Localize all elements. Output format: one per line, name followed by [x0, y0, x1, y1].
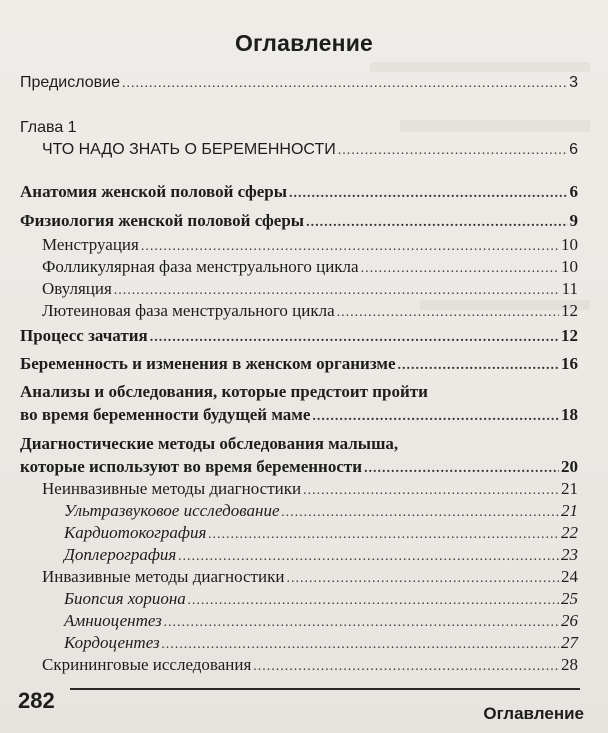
running-title: Оглавление	[483, 704, 584, 723]
toc-entry-label: Скрининговые исследования	[42, 655, 252, 674]
toc-entry-label: Биопсия хориона	[64, 589, 186, 608]
toc-entry	[42, 257, 578, 277]
leader-dots	[289, 186, 567, 202]
toc-entry	[64, 611, 578, 631]
toc-entry-label-line1: Диагностические методы обследования малыша,	[20, 434, 399, 453]
toc-entry-label: Процесс зачатия	[20, 326, 148, 345]
leader-dots	[286, 571, 559, 587]
toc-entry-label: Анатомия женской половой сферы	[20, 182, 288, 201]
toc-entry-label: Доплерография	[64, 545, 177, 564]
leader-dots	[312, 409, 559, 425]
toc-entry	[42, 235, 578, 255]
toc-entry-label: Менструация	[42, 235, 139, 254]
toc-entry-label: Ультразвуковое исследование	[64, 501, 280, 520]
toc-entry-page: 20	[561, 457, 578, 476]
toc-entry-label: Инвазивные методы диагностики	[42, 567, 285, 586]
toc-entry-label: Предисловие	[20, 74, 120, 91]
leader-dots	[306, 215, 567, 231]
toc-entry-label: Кордоцентез	[64, 633, 160, 652]
toc-entry-page: 10	[561, 235, 578, 254]
toc-entry	[20, 182, 578, 202]
toc-entry-label: Физиология женской половой сферы	[20, 211, 305, 230]
toc-entry	[42, 141, 578, 159]
toc-entry-page: 22	[561, 523, 578, 542]
chapter-label: Глава 1	[20, 119, 77, 136]
toc-entry-label: во время беременности будущей маме	[20, 405, 311, 424]
leader-dots	[208, 527, 559, 543]
show-through-mark	[400, 120, 590, 132]
toc-entry	[64, 523, 578, 543]
toc-entry	[20, 74, 578, 92]
page-title: Оглавление	[234, 30, 374, 56]
toc-entry-page: 18	[561, 405, 578, 424]
toc-entry-page: 11	[561, 279, 578, 298]
show-through-mark	[370, 62, 590, 72]
toc-entry-page: 24	[561, 567, 578, 586]
toc-entry	[42, 279, 578, 299]
leader-dots	[141, 239, 559, 255]
leader-dots	[253, 659, 559, 675]
leader-dots	[164, 615, 559, 631]
leader-dots	[338, 143, 567, 159]
toc-entry	[42, 567, 578, 587]
leader-dots	[162, 637, 559, 653]
toc-entry-label: ЧТО НАДО ЗНАТЬ О БЕРЕМЕННОСТИ	[42, 141, 336, 158]
toc-entry-label: Фолликулярная фаза менструального цикла	[42, 257, 359, 276]
toc-entry	[20, 211, 578, 231]
toc-entry-page: 12	[561, 301, 578, 320]
leader-dots	[361, 261, 559, 277]
toc-entry-label: Овуляция	[42, 279, 112, 298]
toc-entry-label: Амниоцентез	[64, 611, 162, 630]
toc-entry	[20, 457, 578, 477]
toc-entry-page: 27	[561, 633, 578, 652]
toc-entry	[20, 326, 578, 346]
toc-entry-page: 6	[569, 182, 578, 201]
leader-dots	[178, 549, 559, 565]
footer-rule	[70, 688, 580, 690]
toc-entry-page: 25	[561, 589, 578, 608]
toc-entry	[42, 301, 578, 321]
toc-entry-label: Кардиотокография	[64, 523, 207, 542]
page-number: 282	[18, 688, 55, 713]
leader-dots	[282, 505, 560, 521]
leader-dots	[364, 461, 559, 477]
leader-dots	[398, 358, 559, 374]
toc-entry-label: Лютеиновая фаза менструального цикла	[42, 301, 335, 320]
toc-entry-page: 3	[569, 74, 578, 91]
toc-entry-page: 10	[561, 257, 578, 276]
toc-entry-label: Неинвазивные методы диагностики	[42, 479, 302, 498]
toc-entry-page: 12	[561, 326, 578, 345]
leader-dots	[122, 76, 567, 92]
toc-entry	[42, 655, 578, 675]
leader-dots	[303, 483, 559, 499]
toc-entry-label: Беременность и изменения в женском организме	[20, 354, 396, 373]
toc-entry-page: 16	[561, 354, 578, 373]
leader-dots	[188, 593, 559, 609]
toc-entry-page: 26	[561, 611, 578, 630]
toc-entry	[20, 354, 578, 374]
toc-entry	[42, 479, 578, 499]
toc-entry	[64, 633, 578, 653]
toc-entry	[64, 589, 578, 609]
toc-entry-page: 28	[561, 655, 578, 674]
toc-entry-page: 23	[561, 545, 578, 564]
toc-entry-page: 21	[561, 501, 578, 520]
toc-entry	[64, 501, 578, 521]
toc-entry-label: которые используют во время беременности	[20, 457, 363, 476]
toc-entry	[20, 405, 578, 425]
leader-dots	[150, 330, 559, 346]
toc-entry-page: 21	[561, 479, 578, 498]
toc-entry-label-line1: Анализы и обследования, которые предстоит пройти	[20, 382, 428, 401]
leader-dots	[337, 305, 559, 321]
leader-dots	[114, 283, 560, 299]
toc-entry-page: 6	[569, 141, 578, 158]
toc-entry	[64, 545, 578, 565]
toc-entry-page: 9	[569, 211, 578, 230]
